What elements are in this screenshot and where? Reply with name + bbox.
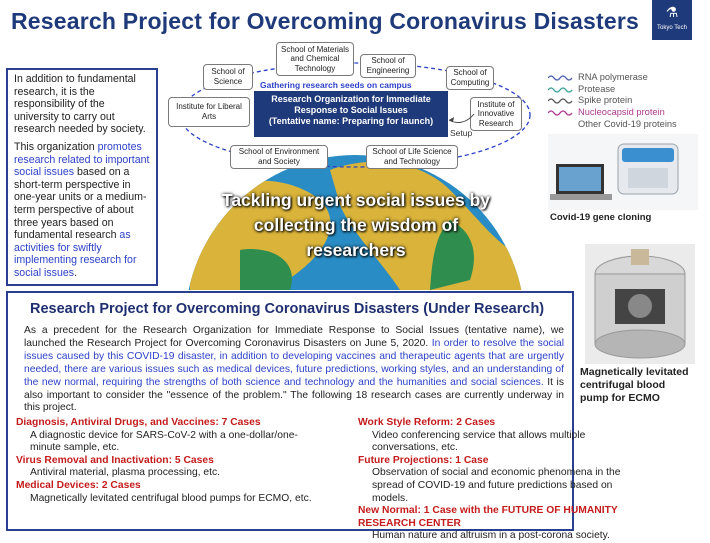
research-organization-box bbox=[254, 91, 448, 137]
tokyo-tech-logo bbox=[652, 0, 692, 40]
legend-label: Other Covid-19 proteins bbox=[578, 118, 677, 129]
globe-slogan: Tackling urgent social issues by collecting the wisdom of researchers bbox=[221, 190, 491, 260]
case-item bbox=[16, 417, 316, 455]
legend-item bbox=[548, 72, 677, 84]
setup-arrow-icon bbox=[446, 112, 476, 128]
intro-box bbox=[6, 68, 158, 286]
legend-item bbox=[548, 119, 677, 131]
legend-label: Spike protein bbox=[578, 95, 633, 106]
blood-pump-image bbox=[585, 244, 695, 364]
logo-text: Tokyo Tech bbox=[657, 25, 687, 31]
project-description bbox=[24, 325, 564, 415]
legend-label: Protease bbox=[578, 83, 616, 94]
gene-cloning-caption: Covid-19 gene cloning bbox=[550, 212, 652, 223]
description-highlight: In order to resolve the social issues caused by this COVID-19 disaster, in addition to developing vaccines and therapeutic agents that are urgently needed, there are various issues such as medical devices, future predictions, working styles, and an understanding of the new normal, requiring the strengths of both science and technology and the humanities and social sciences. bbox=[24, 337, 564, 388]
case-category: Work Style Reform: 2 Cases bbox=[358, 417, 496, 428]
legend-label: Nucleocapsid protein bbox=[578, 107, 665, 118]
case-item bbox=[358, 417, 638, 455]
case-item bbox=[16, 455, 316, 480]
squiggle-icon bbox=[548, 97, 574, 105]
case-category: Virus Removal and Inactivation: 5 Cases bbox=[16, 454, 214, 466]
case-description: Video conferencing service that allows multiple conversations, etc. bbox=[372, 429, 586, 454]
logo-emblem-icon: ⚗ bbox=[665, 5, 679, 21]
case-item bbox=[358, 505, 638, 543]
intro-text: This organization bbox=[14, 140, 98, 153]
cases-left-column bbox=[16, 417, 316, 505]
intro-highlight: as activities for swiftly implementing research for social issues bbox=[14, 229, 137, 279]
org-line-1: Research Organization for Immediate bbox=[271, 94, 431, 104]
squiggle-icon bbox=[548, 109, 574, 117]
school-environment-society: School of Environment and Society bbox=[230, 145, 328, 169]
cases-right-column bbox=[358, 417, 638, 543]
squiggle-icon bbox=[548, 86, 574, 94]
description-text: It is also important to consider the "essence of the problem." The following 18 research cases are currently underway in this project. bbox=[24, 376, 564, 414]
gene-cloning-machine-image bbox=[548, 134, 698, 210]
section-heading: Research Project for Overcoming Coronavirus Disasters (Under Research) bbox=[30, 301, 545, 317]
case-item bbox=[358, 455, 638, 505]
case-item bbox=[16, 480, 316, 505]
legend-item bbox=[548, 107, 677, 119]
blood-pump-caption: Magnetically levitated centrifugal blood pump for ECMO bbox=[580, 366, 689, 404]
intro-highlight: promotes research related to important social issues bbox=[14, 140, 150, 179]
institute-liberal-arts: Institute for Liberal Arts bbox=[168, 97, 250, 127]
gathering-label: Gathering research seeds on campus bbox=[260, 80, 412, 90]
school-engineering: School of Engineering bbox=[360, 54, 416, 78]
case-category: Diagnosis, Antiviral Drugs, and Vaccines: 7 Cases bbox=[16, 417, 261, 428]
school-materials-chemical: School of Materials and Chemical Technology bbox=[276, 42, 354, 76]
squiggle-icon bbox=[548, 74, 574, 82]
org-line-3: (Tentative name: Preparing for launch) bbox=[268, 116, 434, 126]
legend-item bbox=[548, 84, 677, 96]
case-category: Future Projections: 1 Case bbox=[358, 454, 489, 466]
protein-legend bbox=[548, 72, 677, 131]
org-line-2: Response to Social Issues bbox=[294, 105, 408, 115]
setup-label: Setup bbox=[450, 128, 473, 138]
legend-item bbox=[548, 95, 677, 107]
legend-label: RNA polymerase bbox=[578, 72, 648, 82]
case-description: Antiviral material, plasma processing, etc. bbox=[30, 467, 220, 479]
school-science: School of Science bbox=[203, 64, 253, 90]
case-description: Observation of social and economic phenomena in the spread of COVID-19 and future predictions based on models. bbox=[372, 467, 621, 504]
case-category: Medical Devices: 2 Cases bbox=[16, 479, 141, 491]
case-description: Human nature and altruism in a post-corona society. bbox=[372, 530, 610, 542]
intro-paragraph-2 bbox=[14, 141, 150, 280]
school-computing: School of Computing bbox=[446, 66, 494, 90]
intro-text: . bbox=[74, 266, 78, 279]
case-description: A diagnostic device for SARS-CoV-2 with a one-dollar/one-minute sample, etc. bbox=[30, 429, 298, 454]
school-life-science: School of Life Science and Technology bbox=[366, 145, 458, 169]
case-category: New Normal: 1 Case with the FUTURE OF HUMANITY RESEARCH CENTER bbox=[358, 505, 618, 529]
research-project-box bbox=[6, 291, 621, 542]
case-description: Magnetically levitated centrifugal blood pumps for ECMO, etc. bbox=[30, 492, 312, 504]
institute-innovative-research: Institute of Innovative Research bbox=[470, 97, 522, 131]
description-text: As a precedent for the Research Organization for Immediate Response to Social Issues (tentative name), we launched the Research Project for Overcoming Coronavirus Disasters on June 5, 2020. bbox=[24, 325, 564, 349]
intro-paragraph-1: In addition to fundamental research, it is the responsibility of the university to carry out research needed by society. bbox=[14, 73, 146, 136]
page-title: Research Project for Overcoming Coronavirus Disasters bbox=[11, 8, 639, 34]
intro-text: based on a short-term perspective in one-year units or a medium-term perspective of about three years based on fundamental research bbox=[14, 166, 147, 242]
